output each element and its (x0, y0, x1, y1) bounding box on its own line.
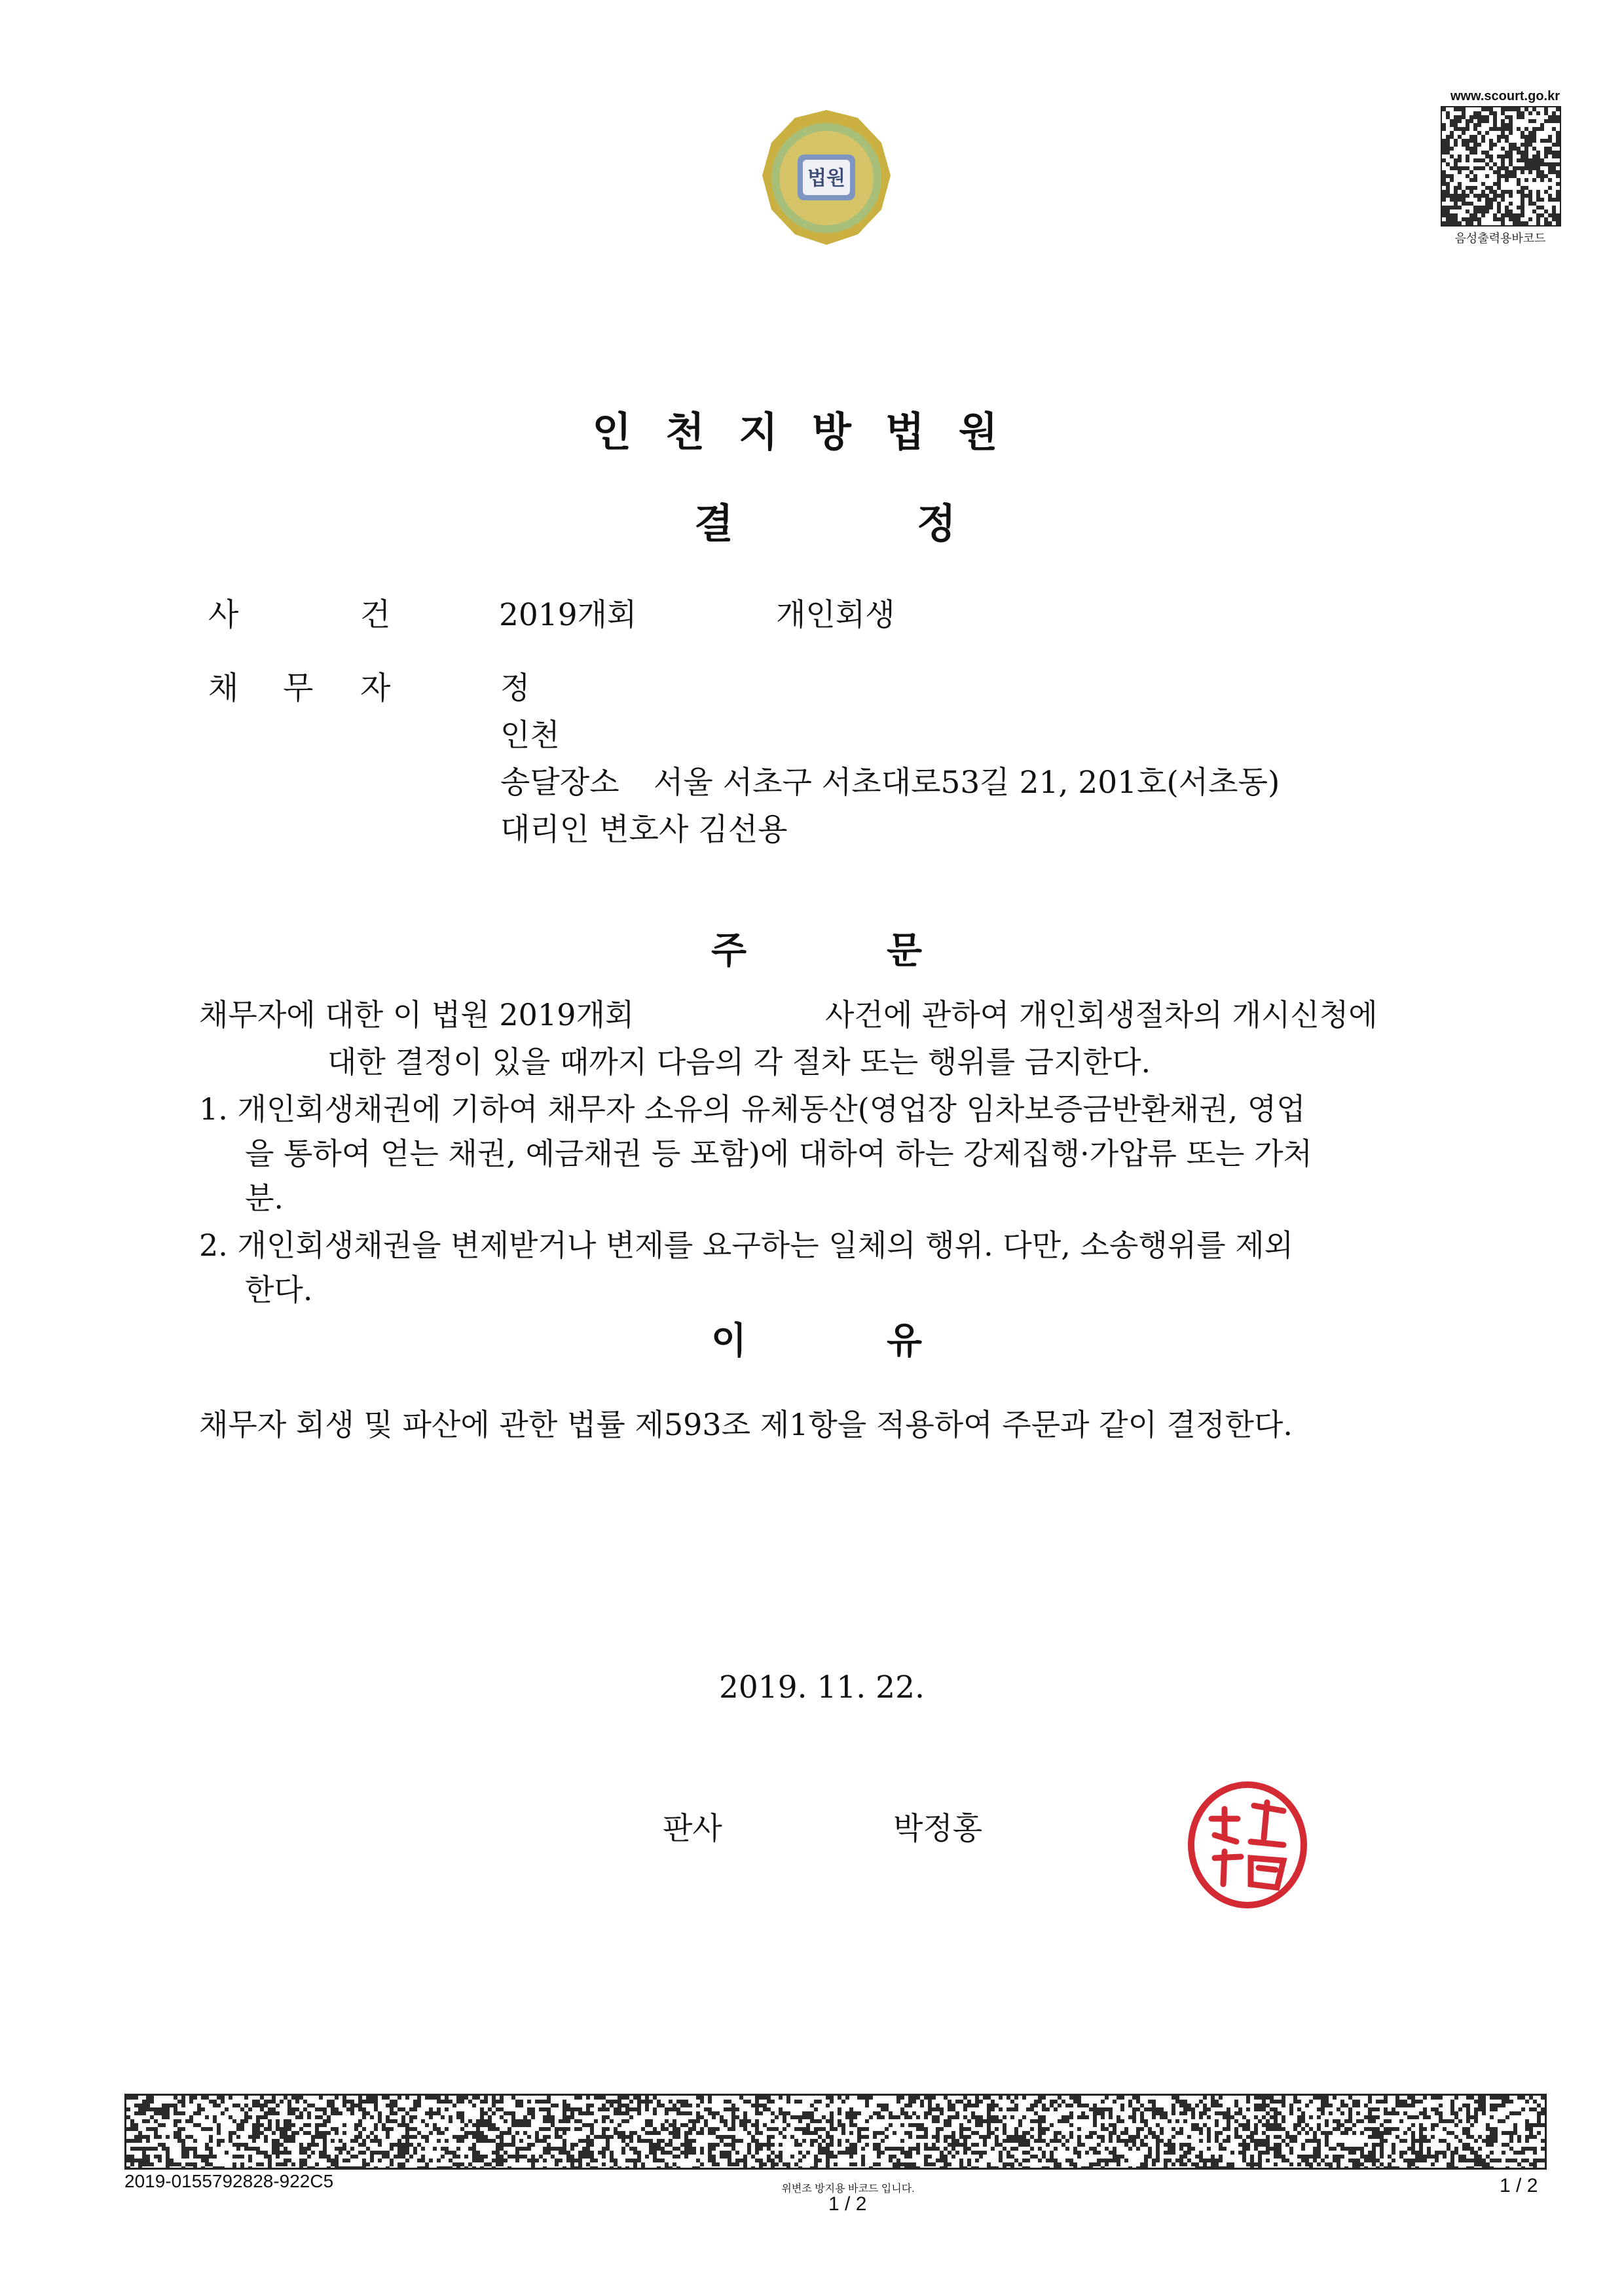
order-heading-left: 주 (711, 930, 747, 972)
order-intro-part2: 사건에 관하여 개인회생절차의 개시신청에 (825, 997, 1378, 1032)
debtor-label-1: 채 (208, 670, 239, 706)
order-item1-line3: 분. (245, 1180, 284, 1216)
debtor-name: 정 (500, 670, 530, 706)
judge-name: 박정홍 (893, 1811, 983, 1847)
delivery-label: 송달장소 (500, 765, 619, 801)
debtor-label-3: 자 (360, 670, 391, 706)
order-item2-line1: 2. 개인회생채권을 변제받거나 변제를 요구하는 일체의 행위. 다만, 소송행위를 제외 (199, 1228, 1294, 1263)
order-item1-line2: 을 통하여 얻는 채권, 예금채권 등 포함)에 대하여 하는 강제집행·가압류 또는 가처 (245, 1136, 1312, 1171)
court-seal-logo (752, 105, 901, 257)
court-name: 인천지방법원 (592, 408, 1032, 456)
order-item1-line1: 1. 개인회생채권에 기하여 채무자 소유의 유체동산(영업장 임차보증금반환채권, 영업 (199, 1091, 1306, 1127)
reason-text: 채무자 회생 및 파산에 관한 법률 제593조 제1항을 적용하여 주문과 같이 결정한다. (199, 1407, 1293, 1442)
qr-code (1441, 106, 1561, 227)
decision-date: 2019. 11. 22. (719, 1669, 925, 1705)
debtor-address: 인천 (500, 718, 560, 754)
doc-title-left: 결 (694, 500, 733, 547)
order-intro-line2: 대한 결정이 있을 때까지 다음의 각 절차 또는 행위를 금지한다. (327, 1044, 1151, 1080)
delivery-address: 서울 서초구 서초대로53길 21, 201호(서초동) (654, 765, 1280, 801)
anti-forgery-barcode (124, 2094, 1547, 2170)
reason-heading-left: 이 (711, 1320, 747, 1362)
order-heading-right: 문 (887, 930, 923, 972)
debtor-label-2: 무 (283, 670, 314, 706)
reason-heading-right: 유 (887, 1320, 923, 1362)
document-number: 2019-0155792828-922C5 (124, 2171, 334, 2191)
case-label-right: 건 (360, 596, 391, 633)
qr-caption: 음성출력용바코드 (1454, 232, 1546, 245)
order-intro-part1: 채무자에 대한 이 법원 2019개회 (199, 997, 635, 1032)
case-label-left: 사 (208, 596, 239, 633)
order-item2-line2: 한다. (245, 1272, 313, 1307)
page-number-center: 1 / 2 (828, 2193, 867, 2215)
qr-url: www.scourt.go.kr (1450, 89, 1560, 103)
barcode-note: 위변조 방지용 바코드 입니다. (781, 2183, 915, 2195)
judge-title: 판사 (663, 1811, 722, 1847)
judge-stamp (1185, 1779, 1310, 1910)
agent: 대리인 변호사 김선용 (500, 812, 788, 848)
page-number-right: 1 / 2 (1500, 2175, 1538, 2196)
doc-title-right: 정 (917, 500, 956, 547)
case-number: 2019개회 (499, 597, 637, 633)
seal-text: 법원 (807, 167, 845, 190)
case-type: 개인회생 (776, 597, 895, 633)
